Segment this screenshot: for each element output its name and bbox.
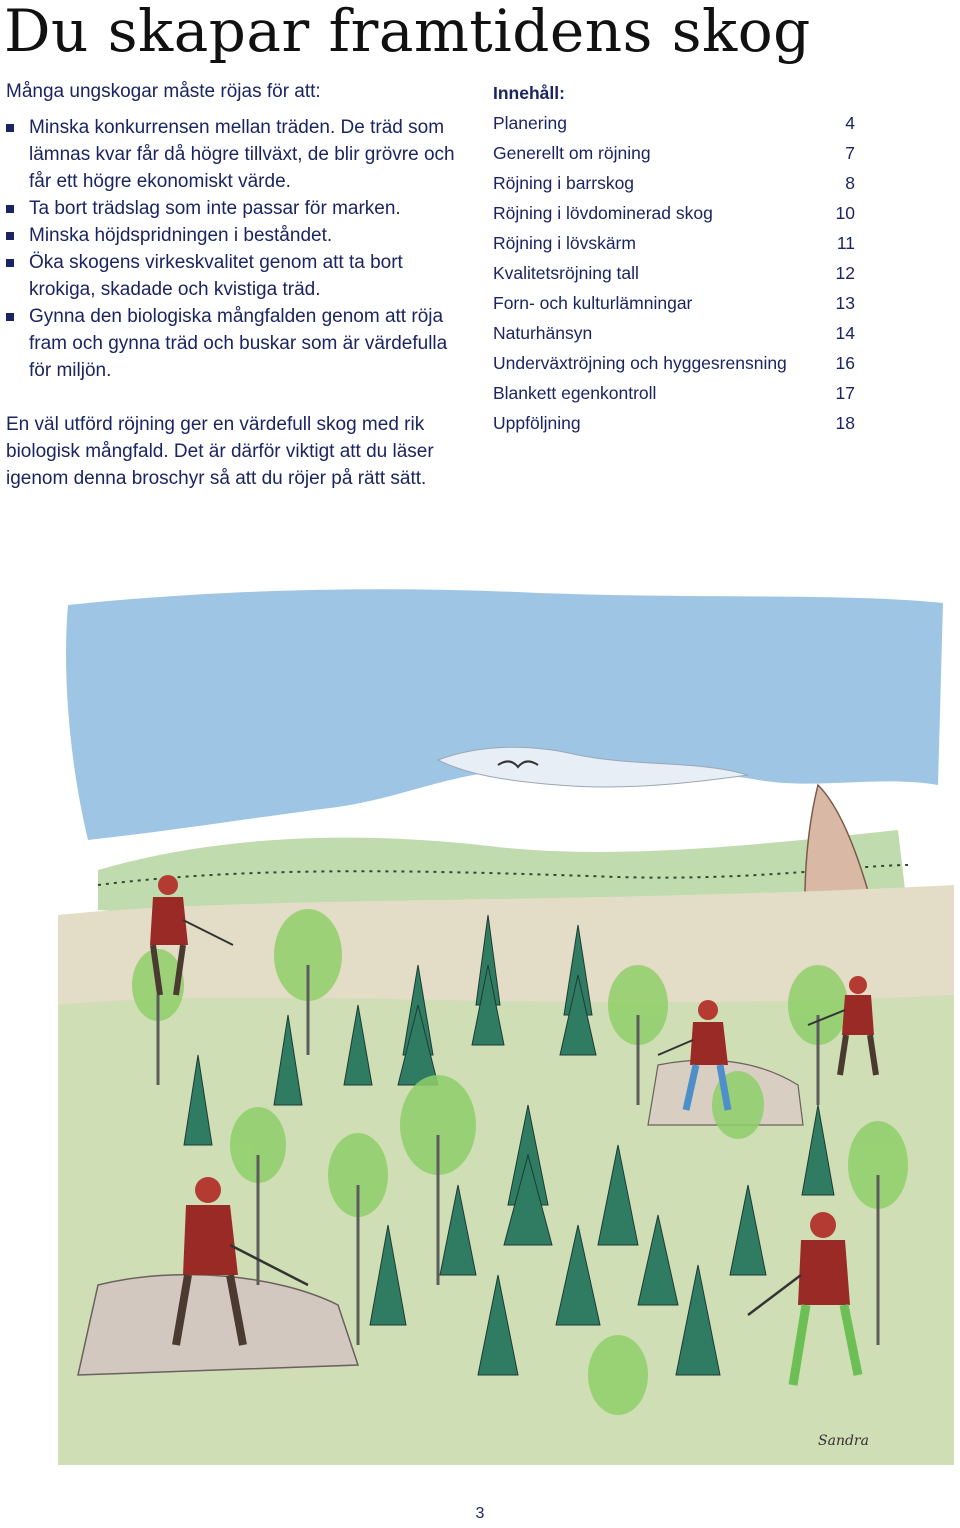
toc-item-kvalitetsrojning[interactable]: Kvalitetsröjning tall 12 xyxy=(493,263,855,283)
forest-clearing-illustration xyxy=(58,585,954,1465)
square-bullet-icon xyxy=(6,124,14,132)
square-bullet-icon xyxy=(6,205,14,213)
toc-item-fornlamningar[interactable]: Forn- och kulturlämningar 13 xyxy=(493,293,855,313)
bullet-list xyxy=(6,114,466,384)
intro-text: Många ungskogar måste röjas för att: xyxy=(6,81,321,102)
intro-column xyxy=(6,78,466,492)
sky-wash xyxy=(66,589,943,840)
toc-title: Innehåll: xyxy=(493,83,565,103)
bullet-item: Minska konkurrensen mellan träden. De träd som lämnas kvar får då högre tillväxt, de blir grövre och får ett högre ekonomiskt värde. xyxy=(6,114,466,195)
table-of-contents xyxy=(493,78,855,438)
toc-item-naturhansyn[interactable]: Naturhänsyn 14 xyxy=(493,323,855,343)
square-bullet-icon xyxy=(6,259,14,267)
bullet-item: Minska höjdspridningen i beståndet. xyxy=(6,222,466,249)
toc-item-undervaxtrojning[interactable]: Underväxtröjning och hyggesrensning 16 xyxy=(493,353,855,373)
toc-item-lovdominerad[interactable]: Röjning i lövdominerad skog 10 xyxy=(493,203,855,223)
bullet-item: Öka skogens virkeskvalitet genom att ta bort krokiga, skadade och kvistiga träd. xyxy=(6,249,466,303)
square-bullet-icon xyxy=(6,232,14,240)
bullet-item: Ta bort trädslag som inte passar för marken. xyxy=(6,195,466,222)
bullet-item: Gynna den biologiska mångfalden genom att röja fram och gynna träd och buskar som är värdefulla för miljön. xyxy=(6,303,466,384)
page-number: 3 xyxy=(475,1505,485,1522)
toc-item-uppfoljning[interactable]: Uppföljning 18 xyxy=(493,413,855,433)
closing-paragraph: En väl utförd röjning ger en värdefull skog med rik biologisk mångfald. Det är därför viktigt att du läser igenom denna broschyr så att du röjer på rätt sätt. xyxy=(6,414,434,489)
toc-item-lovskarm[interactable]: Röjning i lövskärm 11 xyxy=(493,233,855,253)
toc-item-barrskog[interactable]: Röjning i barrskog 8 xyxy=(493,173,855,193)
toc-item-blankett[interactable]: Blankett egenkontroll 17 xyxy=(493,383,855,403)
artist-signature: Sandra xyxy=(818,1433,869,1449)
square-bullet-icon xyxy=(6,313,14,321)
page-title: Du skapar framtidens skog xyxy=(4,0,811,65)
toc-item-planering[interactable]: Planering 4 xyxy=(493,113,855,133)
toc-item-generellt[interactable]: Generellt om röjning 7 xyxy=(493,143,855,163)
